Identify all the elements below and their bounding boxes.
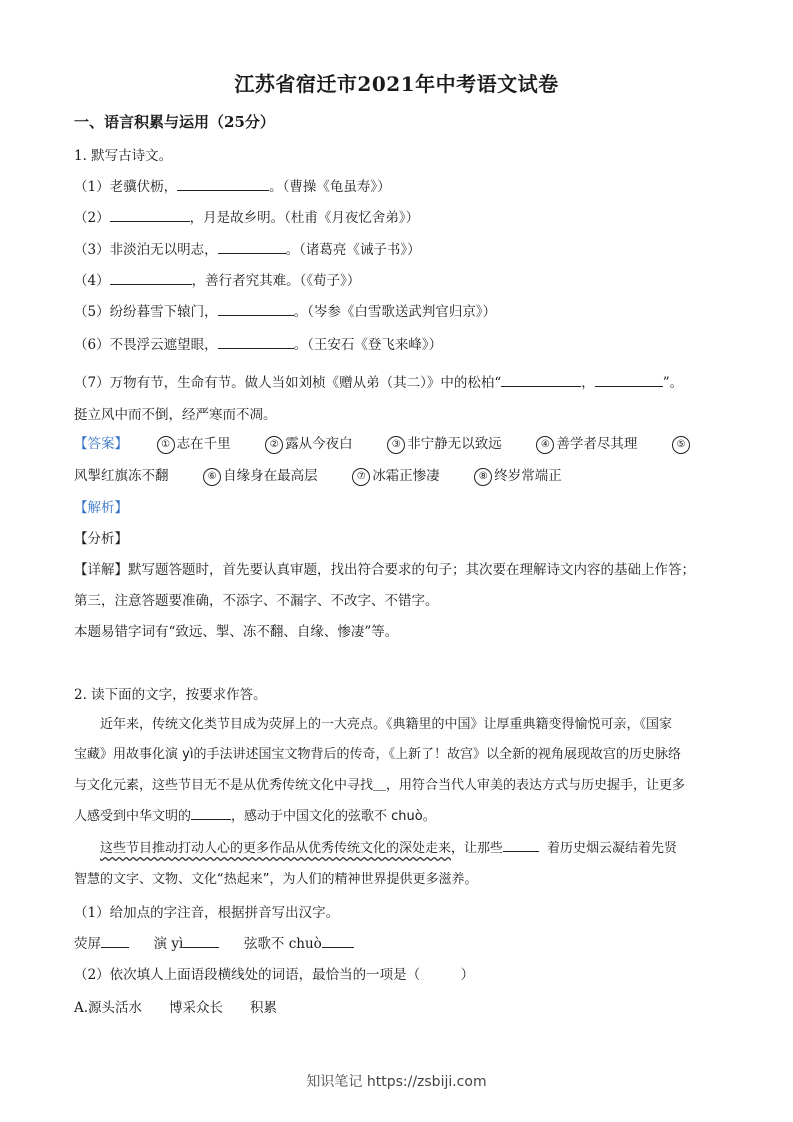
answer-blank [110, 272, 192, 285]
q1-item-1 [74, 175, 391, 195]
q1-item-5 [74, 300, 496, 320]
circled-number: ⑦ [352, 468, 370, 486]
answer-text: 自缘身在最高层 [223, 468, 318, 484]
item-suffix: 。（王安石《登飞来峰》） [293, 337, 443, 353]
passage-line-5 [100, 837, 677, 856]
sub-question-1: （1）给加点的字注音，根据拼音写出汉字。 [74, 905, 340, 921]
passage-text: 着历史烟云凝结着先贤 [547, 841, 678, 856]
page-title: 江苏省宿迁市2021年中考语文试卷 [234, 72, 559, 96]
detail-line-2: 第三，注意答题要准确，不添字、不漏字、不改字、不错字。 [74, 593, 439, 609]
item-middle: ， [581, 375, 595, 391]
item-prefix: （4） [74, 273, 110, 289]
answer-blank [595, 374, 663, 387]
wavy-underlined-sentence: 这些节目推动打动人心的更多作品从优秀传统文化的深处走来 [100, 841, 452, 856]
circled-number: ③ [387, 436, 405, 454]
fill-blank [191, 807, 231, 820]
passage-line-4 [74, 805, 436, 824]
answer-blank [218, 336, 294, 349]
circled-number: ⑧ [474, 468, 492, 486]
pinyin-row [74, 932, 354, 952]
circled-number: ② [265, 436, 283, 454]
q1-item-7-line2: 挺立风中而不倒，经严寒而不凋。 [74, 407, 277, 423]
item-suffix: 。（诸葛亮《诫子书》） [285, 242, 421, 258]
section-heading: 一、语言积累与运用（25分） [74, 113, 275, 131]
q1-item-7 [74, 371, 683, 391]
answer-blank [110, 209, 190, 222]
q1-item-3 [74, 238, 421, 258]
passage-text: ，感动于中国文化的弦歌不 chuò。 [231, 809, 436, 824]
answer-row-2 [74, 464, 562, 486]
pinyin-item: 演 yì [153, 936, 184, 952]
answer-text: 风掣红旗冻不翻 [74, 468, 169, 484]
q1-item-2 [74, 206, 419, 226]
passage-text: ，让那些 [451, 841, 504, 856]
circled-number: ① [157, 436, 175, 454]
item-prefix: （1）老骥伏枥， [74, 179, 178, 195]
analysis-label: 【解析】 [74, 500, 128, 516]
answer-row-1 [74, 432, 692, 454]
circled-number: ⑥ [203, 468, 221, 486]
item-suffix: ，月是故乡明。（杜甫《月夜忆舍弟》） [189, 210, 420, 226]
footer-watermark: 知识笔记 https://zsbiji.com [306, 1074, 487, 1090]
item-suffix: ”。 [662, 375, 684, 391]
detail-line-1: 【详解】默写题答题时，首先要认真审题，找出符合要求的句子；其次要在理解诗文内容的基础上作答； [74, 562, 695, 578]
fill-blank [322, 935, 354, 948]
answer-text: 终岁常端正 [494, 468, 562, 484]
circled-number: ④ [536, 436, 554, 454]
answer-blank [501, 374, 581, 387]
answer-label: 【答案】 [74, 436, 128, 452]
q1-item-4 [74, 269, 360, 289]
fill-blank [503, 839, 539, 852]
answer-text: 志在千里 [176, 436, 231, 452]
passage-line-3: 与文化元素，这些节目无不是从优秀传统文化中寻找＿，用符合当代人审美的表达方式与历史握手，让更多 [74, 778, 686, 793]
item-prefix: （7）万物有节，生命有节。做人当如刘桢《赠从弟（其二）》中的松柏“ [74, 375, 502, 391]
passage-line-1: 近年来，传统文化类节目成为荧屏上的一大亮点。《典籍里的中国》让厚重典籍变得愉悦可亲，《国家 [100, 717, 673, 732]
answer-text: 善学者尽其理 [556, 436, 638, 452]
answer-blank [218, 303, 294, 316]
fill-blank [183, 935, 219, 948]
item-prefix: （5）纷纷暮雪下辕门， [74, 304, 218, 320]
q1-item-6 [74, 333, 442, 353]
item-prefix: （3）非淡泊无以明志， [74, 242, 218, 258]
fill-blank [101, 935, 129, 948]
question-1-stem: 1. 默写古诗文。 [74, 148, 173, 164]
item-prefix: （6）不畏浮云遮望眼， [74, 337, 218, 353]
detail-line-3: 本题易错字词有“致远、掣、冻不翻、自缘、惨凄”等。 [74, 624, 399, 640]
question-2-stem: 2. 读下面的文字，按要求作答。 [74, 687, 267, 703]
answer-blank [218, 241, 286, 254]
item-suffix: ，善行者究其难。（《荀子》） [191, 273, 361, 289]
item-suffix: 。（岑参《白雪歌送武判官归京》） [293, 304, 497, 320]
answer-text: 露从今夜白 [285, 436, 353, 452]
passage-text: 人感受到中华文明的 [74, 809, 192, 824]
answer-text: 非宁静无以致远 [407, 436, 502, 452]
answer-blank [177, 178, 269, 191]
pinyin-item: 弦歌不 chuò [243, 936, 322, 952]
item-suffix: 。（曹操《龟虽寿》） [269, 179, 391, 195]
sub-question-2: （2）依次填人上面语段横线处的词语，最恰当的一项是（ ） [74, 967, 475, 983]
option-a: A.源头活水 博采众长 积累 [74, 1000, 278, 1016]
passage-line-2: 宝藏》用故事化演 yì的手法讲述国宝文物背后的传奇，《上新了！故宫》以全新的视角展现故宫的历史脉络 [74, 747, 681, 762]
fenxi-label: 【分析】 [74, 531, 128, 547]
answer-text: 冰霜正惨凄 [372, 468, 440, 484]
passage-line-6: 智慧的文字、文物、文化“热起来”，为人们的精神世界提供更多滋养。 [74, 872, 478, 887]
circled-number: ⑤ [672, 436, 690, 454]
item-prefix: （2） [74, 210, 110, 226]
pinyin-item: 荧屏 [74, 936, 101, 952]
